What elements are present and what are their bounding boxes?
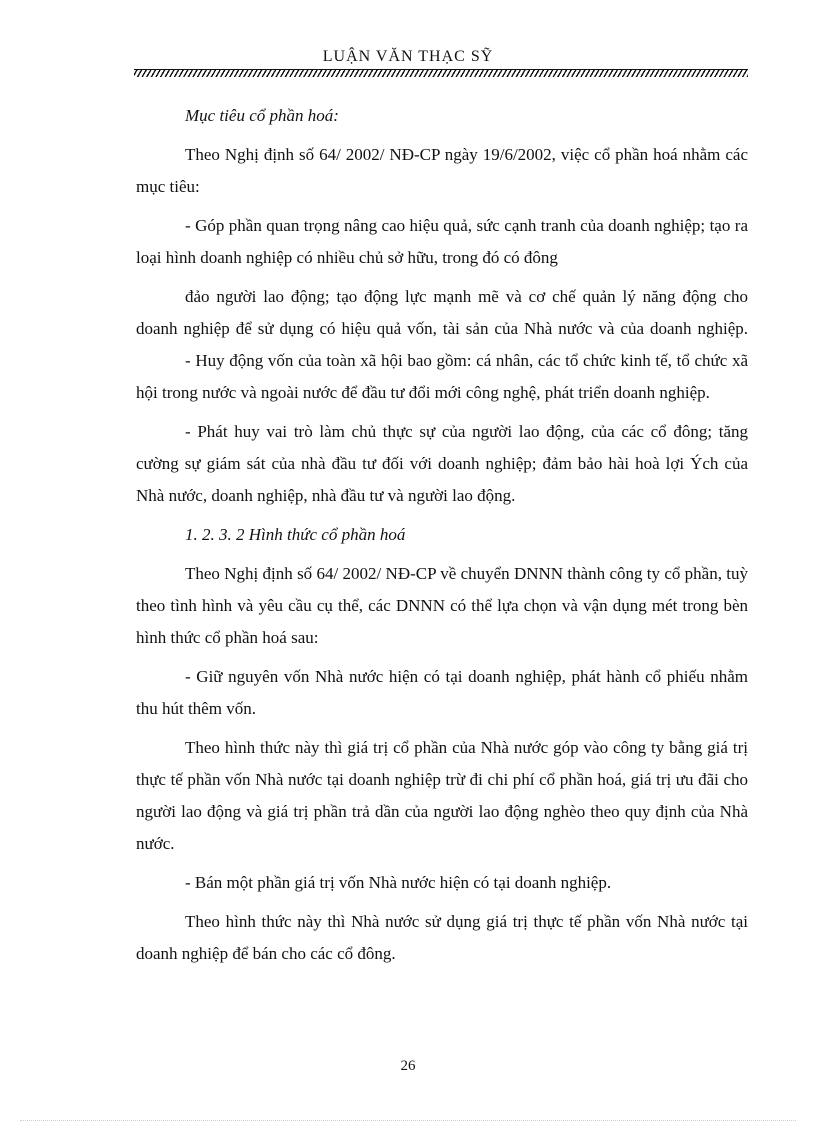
- bullet-paragraph: - Phát huy vai trò làm chủ thực sự của người lao động, của các cổ đông; tăng cường sự giám sát của nhà đầu tư đối với doanh nghiệp; đảm bảo hài hoà lợi Ých của Nhà nước, doanh nghiệp, nhà đầu tư và người lao động.: [136, 422, 748, 505]
- paragraph: Theo hình thức này thì Nhà nước sử dụng giá trị thực tế phần vốn Nhà nước tại doanh nghiệp để bán cho các cổ đông.: [136, 912, 748, 963]
- section-subheading: Mục tiêu cổ phần hoá:: [185, 106, 339, 125]
- section-heading: 1. 2. 3. 2 Hình thức cổ phần hoá: [185, 525, 406, 544]
- document-body: [136, 100, 748, 970]
- bullet-paragraph: - Huy động vốn của toàn xã hội bao gồm: cá nhân, các tổ chức kinh tế, tổ chức xã hội trong nước và ngoài nước để đầu tư đổi mới công nghệ, phát triển doanh nghiệp.: [136, 351, 748, 402]
- bullet-paragraph: - Góp phần quan trọng nâng cao hiệu quả, sức cạnh tranh của doanh nghiệp; tạo ra loại hình doanh nghiệp có nhiều chủ sở hữu, trong đó có đông: [136, 216, 748, 267]
- bullet-paragraph: - Bán một phần giá trị vốn Nhà nước hiện có tại doanh nghiệp.: [185, 873, 612, 892]
- page-header-title: LUẬN VĂN THẠC SỸ: [322, 48, 494, 65]
- paragraph-continuation: đảo người lao động; tạo động lực mạnh mẽ và cơ chế quản lý năng động cho doanh nghiệp để sử dụng có hiệu quả vốn, tài sản của Nhà nước và của doanh nghiệp.: [136, 287, 748, 338]
- paragraph: Theo hình thức này thì giá trị cổ phần của Nhà nước góp vào công ty bằng giá trị thực tế phần vốn Nhà nước tại doanh nghiệp trừ đi chi phí cổ phần hoá, giá trị ưu đãi cho người lao động và giá trị phần trả dần của người lao động nghèo theo quy định của Nhà nước.: [136, 738, 748, 853]
- paragraph: Theo Nghị định số 64/ 2002/ NĐ-CP ngày 19/6/2002, việc cổ phần hoá nhằm các mục tiêu:: [136, 145, 748, 196]
- page-number: 26: [400, 1058, 416, 1074]
- header-divider: [134, 69, 748, 77]
- footer-divider: [20, 1120, 796, 1122]
- paragraph: Theo Nghị định số 64/ 2002/ NĐ-CP về chuyển DNNN thành công ty cổ phần, tuỳ theo tình hình và yêu cầu cụ thể, các DNNN có thể lựa chọn và vận dụng mét trong bèn hình thức cổ phần hoá sau:: [136, 564, 748, 647]
- bullet-paragraph: - Giữ nguyên vốn Nhà nước hiện có tại doanh nghiệp, phát hành cổ phiếu nhằm thu hút thêm vốn.: [136, 667, 748, 718]
